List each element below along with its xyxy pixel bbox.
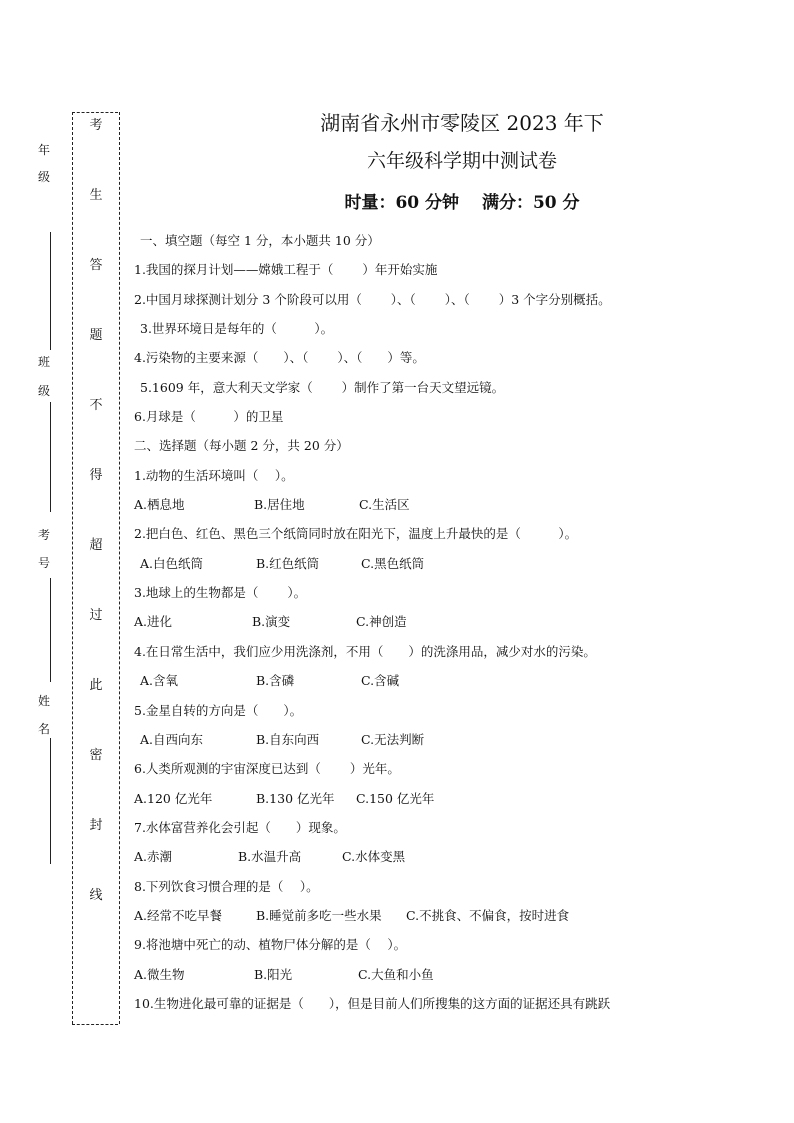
choice-question: 2.把白色、红色、黑色三个纸筒同时放在阳光下，温度上升最快的是（ ）。 (134, 526, 578, 542)
choice-question: 1.动物的生活环境叫（ ）。 (134, 467, 294, 483)
fill-question: 1.我国的探月计划——嫦娥工程于（ ）年开始实施 (134, 262, 438, 278)
option-b: B.红色纸筒 (256, 555, 320, 571)
choice-question: 3.地球上的生物都是（ ）。 (134, 585, 307, 601)
exam-content (134, 231, 754, 1023)
grade-fill-line[interactable] (50, 232, 51, 350)
option-a: A.进化 (134, 614, 173, 630)
option-c: C.无法判断 (361, 731, 425, 747)
class-label-char: 级 (38, 384, 51, 398)
option-b: B.130 亿光年 (256, 790, 335, 806)
option-b: B.含磷 (256, 673, 295, 689)
section-heading: 一、填空题（每空 1 分，本小题共 10 分） (140, 233, 380, 248)
seal-char: 密 (89, 748, 103, 763)
choice-question: 6.人类所观测的宇宙深度已达到（ ）光年。 (134, 761, 400, 777)
choice-question: 9.将池塘中死亡的动、植物尸体分解的是（ ）。 (134, 937, 407, 953)
name-label-char: 名 (38, 722, 51, 736)
choice-question: 7.水体富营养化会引起（ ）现象。 (134, 819, 346, 835)
choice-options (134, 965, 754, 994)
option-b: B.阳光 (254, 966, 293, 982)
seal-char: 得 (89, 468, 103, 483)
exam-subtitle: 六年级科学期中测试卷 (366, 150, 557, 172)
seal-char: 考 (89, 118, 103, 133)
exam-no-fill-line[interactable] (50, 578, 51, 682)
seal-char: 生 (89, 188, 103, 203)
name-label-char: 姓 (38, 694, 51, 708)
exam-no-label-char: 考 (38, 528, 51, 542)
seal-char: 答 (89, 258, 103, 273)
option-c: C.生活区 (359, 497, 410, 513)
fill-question: 4.污染物的主要来源（ ）、（ ）、（ ）等。 (134, 350, 425, 366)
seal-char: 封 (89, 818, 103, 833)
seal-char: 线 (89, 888, 103, 903)
fill-question: 5.1609 年，意大利天文学家（ ）制作了第一台天文望远镜。 (140, 379, 505, 395)
choice-options (134, 671, 754, 700)
name-fill-line[interactable] (50, 738, 51, 864)
option-c: C.不挑食、不偏食，按时进食 (406, 907, 570, 923)
option-c: C.水体变黑 (342, 849, 406, 865)
choice-options (134, 906, 754, 935)
exam-no-label-char: 号 (38, 556, 51, 570)
fill-question: 6.月球是（ ）的卫星 (134, 409, 284, 425)
option-b: B.水温升高 (238, 849, 302, 865)
binding-margin (0, 0, 130, 1123)
option-b: B.演变 (252, 614, 291, 630)
option-a: A.微生物 (134, 966, 185, 982)
option-c: C.黑色纸筒 (361, 555, 425, 571)
option-b: B.睡觉前多吃一些水果 (256, 907, 382, 923)
option-b: B.居住地 (254, 497, 305, 513)
exam-time-score: 时量：60 分钟 满分：50 分 (344, 193, 580, 213)
grade-label-char: 级 (38, 170, 51, 184)
option-b: B.自东向西 (256, 731, 320, 747)
option-a: A.赤潮 (134, 849, 173, 865)
class-fill-line[interactable] (50, 402, 51, 512)
option-a: A.白色纸筒 (140, 555, 204, 571)
choice-question: 5.金星自转的方向是（ ）。 (134, 702, 303, 718)
option-c: C.神创造 (356, 614, 407, 630)
choice-question: 4.在日常生活中，我们应少用洗涤剂，不用（ ）的洗涤用品，减少对水的污染。 (134, 643, 596, 659)
fill-question: 3.世界环境日是每年的（ ）。 (140, 321, 334, 337)
seal-char: 不 (89, 398, 103, 413)
choice-options (134, 612, 754, 641)
choice-question: 8.下列饮食习惯合理的是（ ）。 (134, 878, 319, 894)
class-label-char: 班 (38, 355, 51, 369)
choice-options (134, 730, 754, 759)
option-a: A.含氧 (140, 673, 179, 689)
option-a: A.自西向东 (140, 731, 204, 747)
fill-question: 2.中国月球探测计划分 3 个阶段可以用（ ）、（ ）、（ ）3 个字分别概括。 (134, 291, 611, 307)
grade-label-char: 年 (38, 143, 51, 157)
option-c: C.含碱 (361, 673, 400, 689)
option-c: C.150 亿光年 (356, 790, 435, 806)
seal-line-box (72, 112, 120, 1024)
option-a: A.120 亿光年 (134, 790, 213, 806)
option-c: C.大鱼和小鱼 (358, 966, 434, 982)
choice-question: 10.生物进化最可靠的证据是（ ），但是目前人们所搜集的这方面的证据还具有跳跃 (134, 995, 611, 1011)
section-heading: 二、选择题（每小题 2 分，共 20 分） (134, 438, 349, 454)
seal-bottom-edge (72, 1024, 118, 1025)
seal-char: 此 (89, 678, 103, 693)
option-a: A.栖息地 (134, 497, 185, 513)
seal-char: 题 (89, 328, 103, 343)
choice-options (134, 554, 754, 583)
exam-title: 湖南省永州市零陵区 2023 年下 (320, 111, 604, 135)
seal-char: 超 (89, 538, 103, 553)
choice-options (134, 495, 754, 524)
seal-char: 过 (89, 608, 103, 623)
choice-options (134, 847, 754, 876)
choice-options (134, 789, 754, 818)
option-a: A.经常不吃早餐 (134, 907, 223, 923)
